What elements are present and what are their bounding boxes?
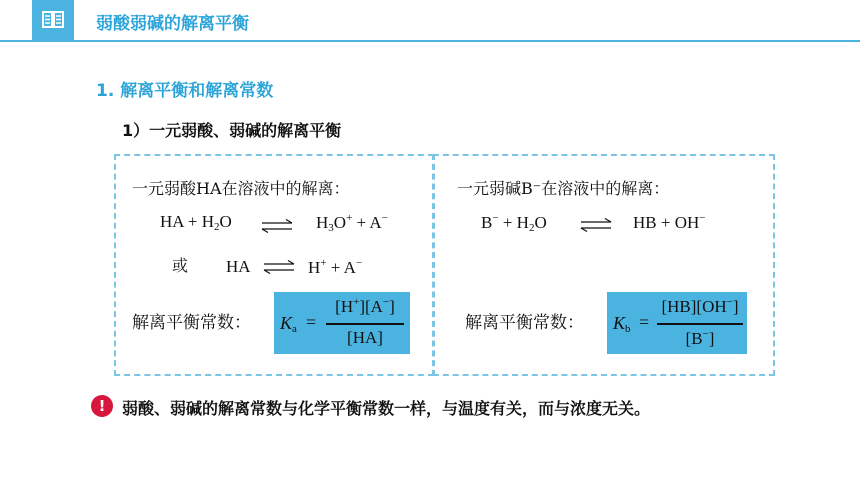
acid-equation-2-lhs: HA <box>226 257 251 276</box>
kb-equals: = <box>639 312 650 332</box>
or-label: 或 <box>172 256 189 275</box>
weak-acid-heading: 一元弱酸HA在溶液中的解离： <box>132 179 350 198</box>
section-title: 1. 解离平衡和解离常数 <box>96 81 274 101</box>
acid-equation-1-lhs: HA + $H_2O$ <box>160 212 232 233</box>
equilibrium-arrow-icon <box>260 219 294 233</box>
ka-symbol: $K_a$ <box>280 313 297 335</box>
header-icon-box <box>32 0 74 40</box>
kb-formula-box <box>607 292 747 354</box>
exclamation-icon: ! <box>91 395 113 417</box>
equilibrium-arrow-icon <box>579 218 613 232</box>
base-constant-label: 解离平衡常数： <box>465 313 584 333</box>
ka-formula-box <box>274 292 410 354</box>
kb-symbol: $K_b$ <box>613 313 631 335</box>
ka-numerator: [H+][A−] <box>335 296 395 316</box>
base-equation-lhs: $B^- + H_2O$ <box>481 212 547 234</box>
acid-constant-label: 解离平衡常数： <box>132 313 251 333</box>
acid-equation-1-rhs: $H_3O^+ + A^-$ <box>316 212 388 234</box>
ka-denominator: [HA] <box>347 328 383 347</box>
acid-equation-2-rhs: H+ + A− <box>308 257 363 277</box>
kb-numerator: [HB][OH−] <box>661 296 739 316</box>
note-text: 弱酸、弱碱的解离常数与化学平衡常数一样，与温度有关，而与浓度无关。 <box>122 399 651 418</box>
subsection-title: 1）一元弱酸、弱碱的解离平衡 <box>122 121 342 140</box>
kb-fraction-bar <box>657 323 743 325</box>
book-icon <box>42 11 64 29</box>
weak-base-heading: 一元弱碱B⁻在溶液中的解离： <box>457 179 670 198</box>
ka-equals: = <box>306 312 317 332</box>
weak-acid-panel <box>114 154 434 376</box>
page-title: 弱酸弱碱的解离平衡 <box>96 14 249 34</box>
ka-fraction-bar <box>326 323 404 325</box>
equilibrium-arrow-icon <box>262 260 296 274</box>
weak-base-panel <box>433 154 775 376</box>
base-equation-rhs: HB + OH− <box>633 212 706 232</box>
header-divider <box>0 40 860 42</box>
kb-denominator: [B−] <box>685 328 715 348</box>
